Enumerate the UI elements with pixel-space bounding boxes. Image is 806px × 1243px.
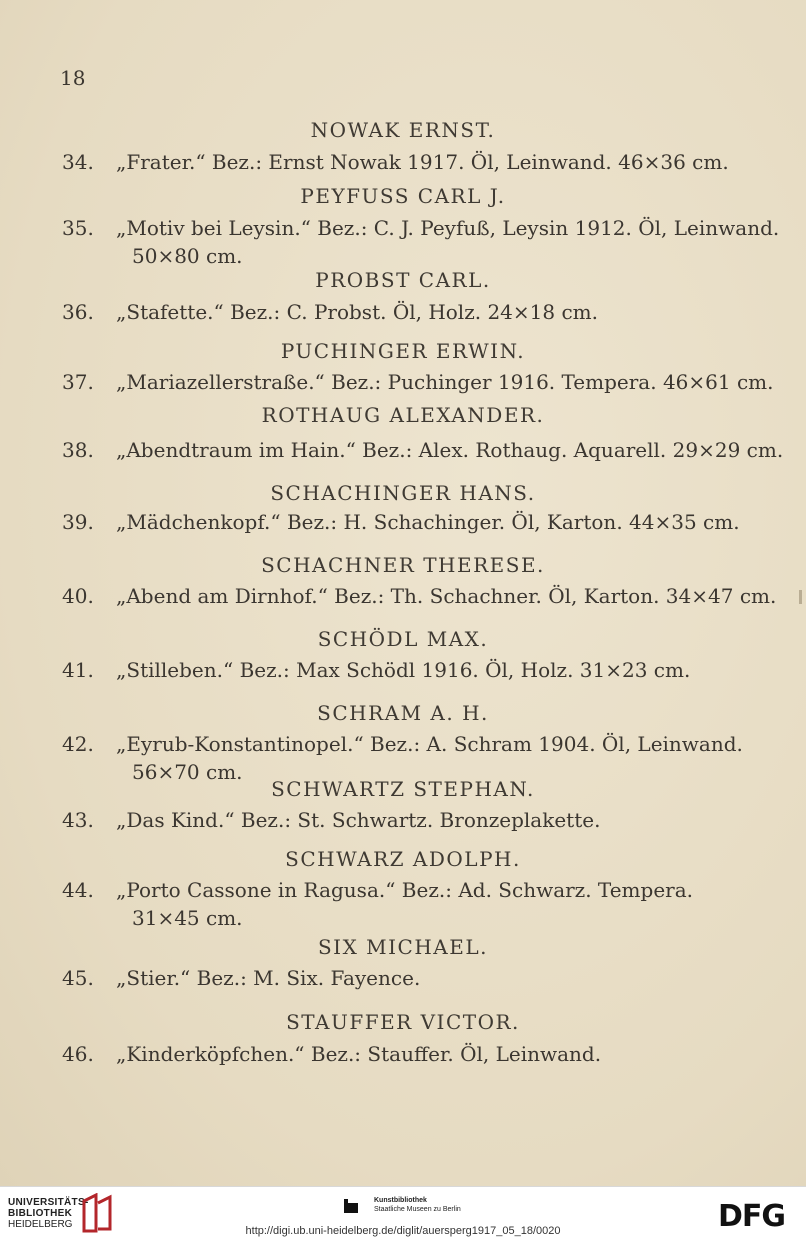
- artist-heading: SIX MICHAEL.: [317, 935, 488, 959]
- entry-number: 38.: [62, 438, 94, 462]
- artist-heading: SCHÖDL MAX.: [317, 627, 489, 651]
- artist-heading: SCHACHINGER HANS.: [270, 481, 536, 505]
- entry-number: 44.: [62, 878, 94, 902]
- artist-heading: SCHACHNER THERESE.: [261, 553, 545, 577]
- entry-number: 41.: [62, 658, 94, 682]
- entry-number: 43.: [62, 808, 94, 832]
- footer-bar: [0, 1186, 806, 1243]
- artist-heading: ROTHAUG ALEXANDER.: [261, 403, 545, 427]
- ub-line2: BIBLIOTHEK: [8, 1208, 73, 1219]
- page-edge-mark: [799, 590, 802, 604]
- entry-text: „Porto Cassone in Ragusa.“ Bez.: Ad. Schwarz. Tempera.: [116, 878, 693, 902]
- artist-heading: STAUFFER VICTOR.: [286, 1010, 520, 1034]
- entry-continuation: 50×80 cm.: [132, 244, 243, 268]
- artist-heading: PUCHINGER ERWIN.: [280, 339, 526, 363]
- entry-text: „Kinderköpfchen.“ Bez.: Stauffer. Öl, Leinwand.: [116, 1042, 602, 1066]
- entry-text: „Mädchenkopf.“ Bez.: H. Schachinger. Öl, Karton. 44×35 cm.: [116, 510, 740, 534]
- entry-continuation: 31×45 cm.: [132, 906, 243, 930]
- entry-text: „Stilleben.“ Bez.: Max Schödl 1916. Öl, Holz. 31×23 cm.: [116, 658, 691, 682]
- entry-number: 34.: [62, 150, 94, 174]
- entry-number: 42.: [62, 732, 94, 756]
- artist-heading: SCHRAM A. H.: [317, 701, 489, 725]
- entry-continuation: 56×70 cm.: [132, 760, 243, 784]
- artist-heading: PEYFUSS CARL J.: [300, 184, 506, 208]
- entry-number: 40.: [62, 584, 94, 608]
- entry-text: „Motiv bei Leysin.“ Bez.: C. J. Peyfuß, Leysin 1912. Öl, Leinwand.: [116, 216, 780, 240]
- entry-text: „Eyrub-Konstantinopel.“ Bez.: A. Schram 1904. Öl, Leinwand.: [116, 732, 743, 756]
- entry-number: 39.: [62, 510, 94, 534]
- entry-number: 35.: [62, 216, 94, 240]
- ub-line3: HEIDELBERG: [8, 1219, 73, 1230]
- artist-heading: SCHWARZ ADOLPH.: [285, 847, 521, 871]
- entry-number: 46.: [62, 1042, 94, 1066]
- entry-text: „Mariazellerstraße.“ Bez.: Puchinger 1916. Tempera. 46×61 cm.: [116, 370, 774, 394]
- artist-heading: NOWAK ERNST.: [310, 118, 496, 142]
- ub-line1: UNIVERSITÄTS-: [8, 1197, 89, 1208]
- permalink-url[interactable]: http://digi.ub.uni-heidelberg.de/diglit/auersperg1917_05_18/0020: [245, 1225, 561, 1237]
- entry-number: 36.: [62, 300, 94, 324]
- dfg-logo[interactable]: DFG: [718, 1199, 786, 1234]
- entry-text: „Stier.“ Bez.: M. Six. Fayence.: [116, 966, 421, 990]
- entry-number: 37.: [62, 370, 94, 394]
- entry-text: „Stafette.“ Bez.: C. Probst. Öl, Holz. 24×18 cm.: [116, 300, 598, 324]
- kb-line2: Staatliche Museen zu Berlin: [374, 1206, 461, 1213]
- entry-text: „Frater.“ Bez.: Ernst Nowak 1917. Öl, Leinwand. 46×36 cm.: [116, 150, 729, 174]
- entry-text: „Das Kind.“ Bez.: St. Schwartz. Bronzeplakette.: [116, 808, 601, 832]
- kb-line1: Kunstbibliothek: [374, 1197, 427, 1204]
- entry-text: „Abendtraum im Hain.“ Bez.: Alex. Rothaug. Aquarell. 29×29 cm.: [116, 438, 784, 462]
- entry-number: 45.: [62, 966, 94, 990]
- kunstbibliothek-icon: [342, 1195, 362, 1215]
- entry-text: „Abend am Dirnhof.“ Bez.: Th. Schachner. Öl, Karton. 34×47 cm.: [116, 584, 777, 608]
- artist-heading: SCHWARTZ STEPHAN.: [271, 777, 535, 801]
- artist-heading: PROBST CARL.: [315, 268, 491, 292]
- page-number: 18: [60, 66, 86, 90]
